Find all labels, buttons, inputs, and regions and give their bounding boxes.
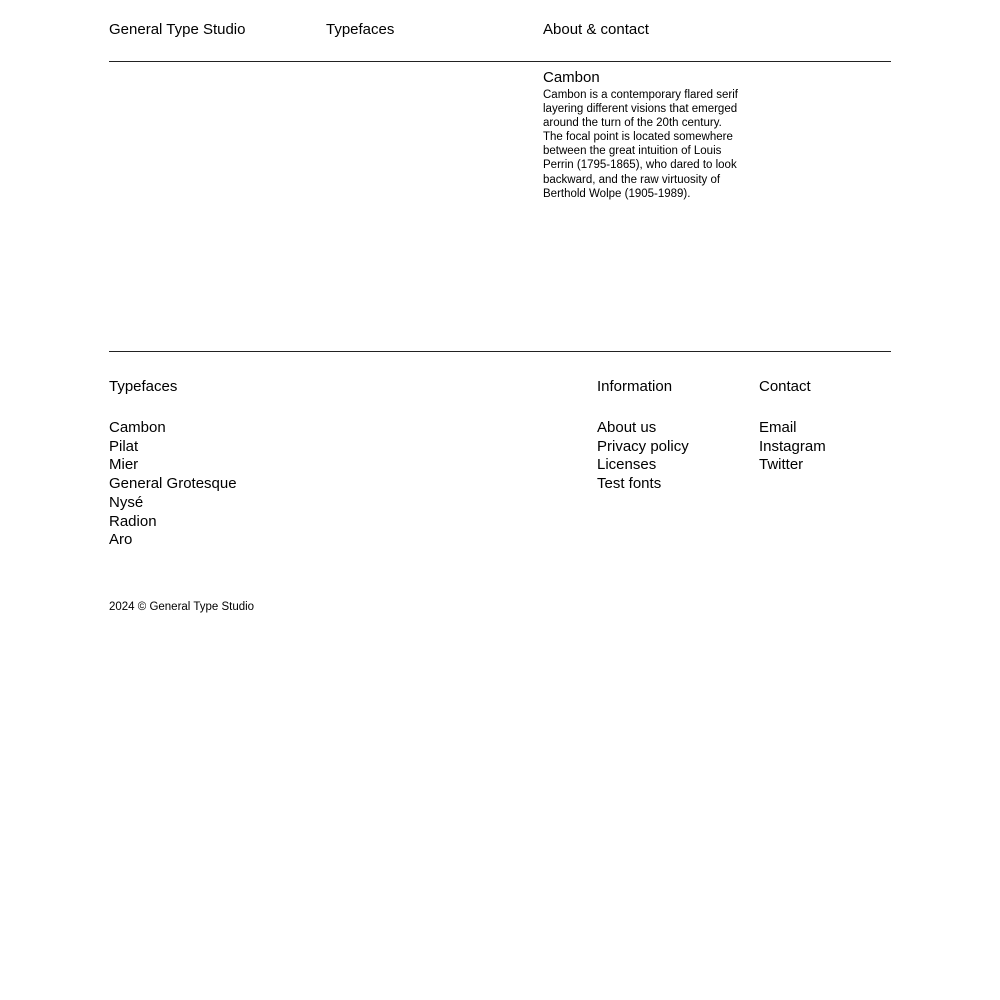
footer-test-fonts-link[interactable]: Test fonts: [597, 475, 662, 493]
featured-typeface: [543, 69, 738, 201]
footer-privacy-policy-link[interactable]: Privacy policy: [597, 437, 689, 455]
footer-typefaces-heading: Typefaces: [109, 378, 178, 395]
footer-divider: [109, 351, 891, 352]
nav-typefaces-link[interactable]: Typefaces: [326, 21, 395, 38]
nav-about-contact-link[interactable]: About & contact: [543, 21, 649, 38]
footer-information-list: [597, 419, 689, 494]
footer-email-link[interactable]: Email: [759, 419, 797, 436]
footer-typeface-link-radion[interactable]: Radion: [109, 512, 157, 530]
footer-typefaces-list: [109, 419, 237, 550]
footer-typeface-link-general-grotesque[interactable]: General Grotesque: [109, 475, 237, 493]
footer-typeface-link-nyse[interactable]: Nysé: [109, 493, 144, 511]
featured-typeface-title[interactable]: Cambon: [543, 69, 600, 86]
footer-typefaces-column: [109, 377, 237, 550]
footer-contact-heading: Contact: [759, 378, 811, 395]
footer-about-us-link[interactable]: About us: [597, 419, 657, 436]
footer-contact-column: [759, 377, 826, 475]
nav-home-link[interactable]: General Type Studio: [109, 21, 246, 38]
footer-typeface-link-cambon[interactable]: Cambon: [109, 419, 166, 436]
copyright-text: 2024 © General Type Studio: [109, 601, 255, 613]
footer-twitter-link[interactable]: Twitter: [759, 456, 804, 474]
footer-instagram-link[interactable]: Instagram: [759, 437, 826, 455]
footer-typeface-link-pilat[interactable]: Pilat: [109, 437, 139, 455]
header-divider: [109, 61, 891, 62]
footer-information-column: [597, 377, 689, 494]
footer-licenses-link[interactable]: Licenses: [597, 456, 657, 474]
footer-typeface-link-mier[interactable]: Mier: [109, 456, 139, 474]
featured-typeface-description: Cambon is a contemporary flared serif layering different visions that emerged around the turn of the 20th century. The focal point is located somewhere between the great intuition of Louis Perrin (1795-1865), who dared to look backward, and the raw virtuosity of Berthold Wolpe (1905-1989).: [543, 89, 738, 200]
footer-information-heading: Information: [597, 378, 673, 395]
footer-typeface-link-aro[interactable]: Aro: [109, 531, 133, 549]
footer-contact-list: [759, 419, 826, 475]
